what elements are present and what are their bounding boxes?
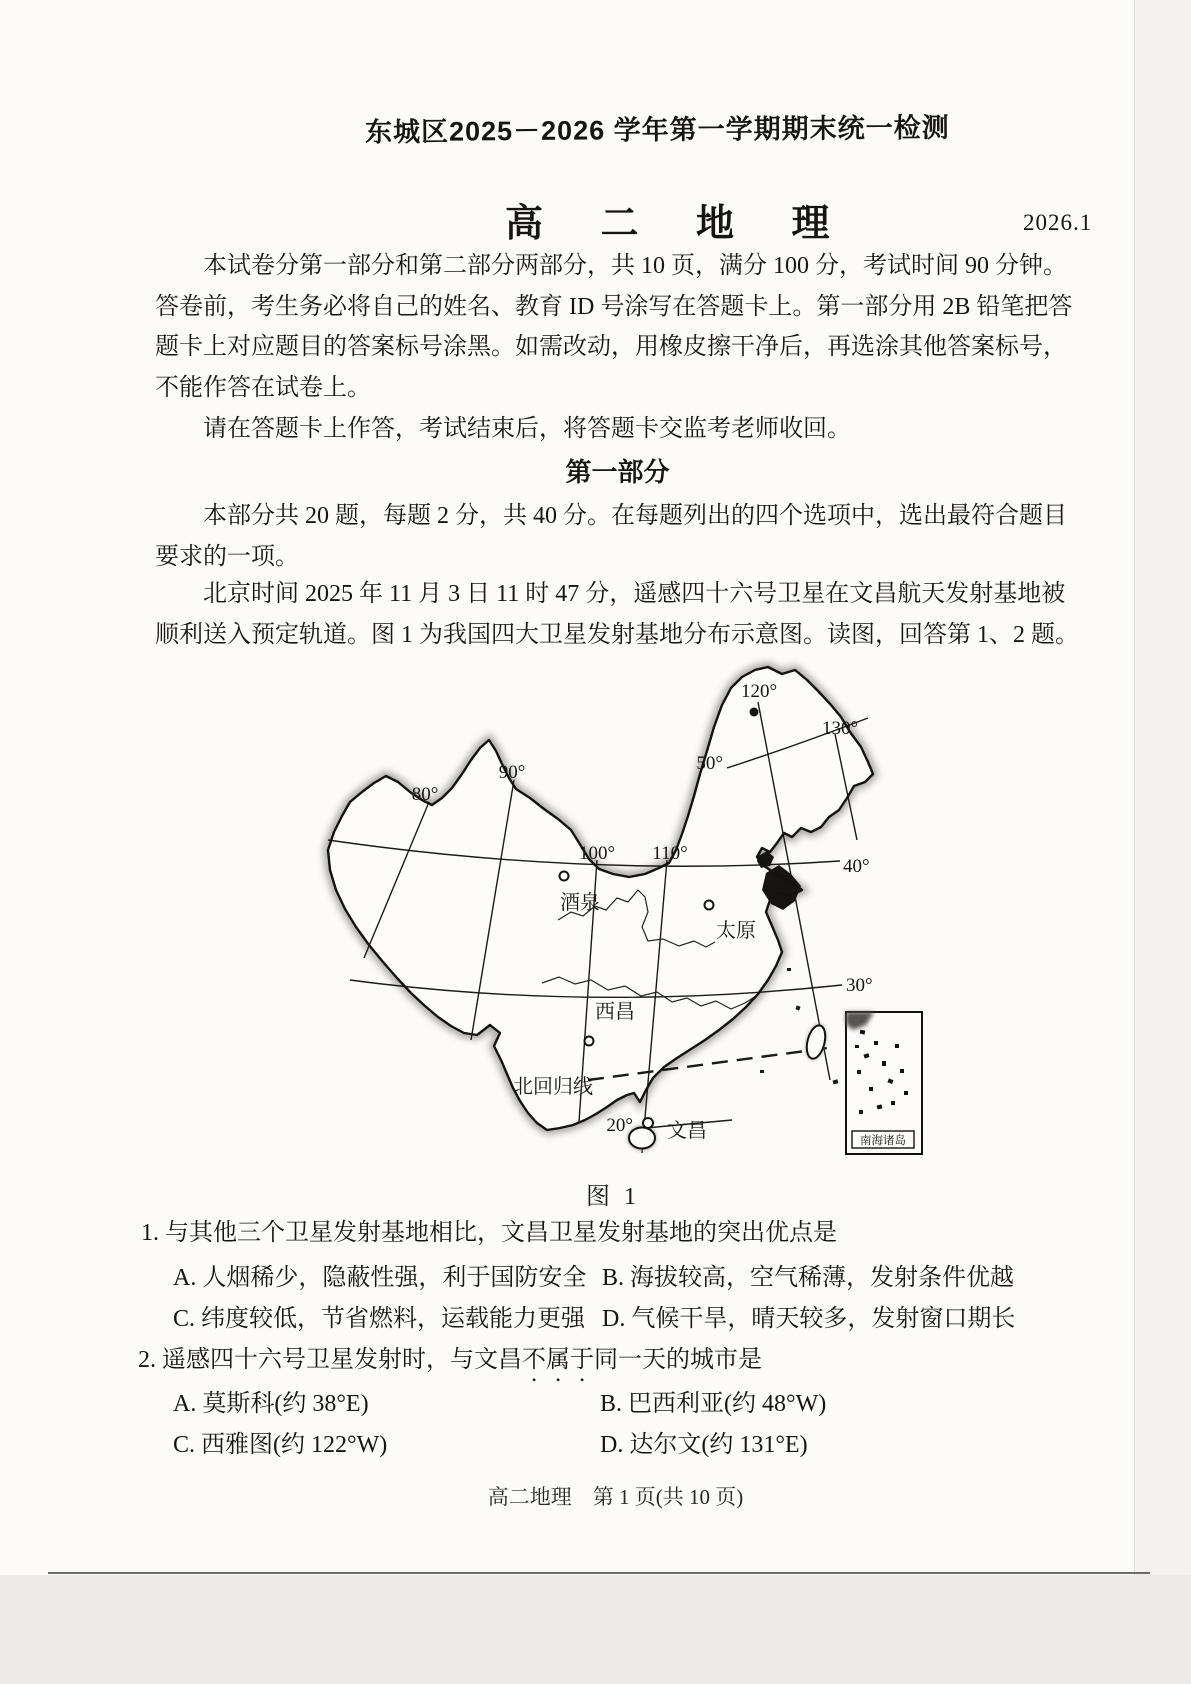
option-label: D.	[602, 1306, 626, 1332]
meridian-label-130: 130°	[821, 718, 859, 739]
question-1-option-c: C. 纬度较低，节省燃料，运载能力更强	[173, 1306, 586, 1332]
district-header: 东城区2025－2026 学年第一学期期末统一检测	[364, 112, 950, 148]
question-intro-line: 北京时间 2025 年 11 月 3 日 11 时 47 分，遥感四十六号卫星在文昌航天发射基地被	[203, 581, 1066, 607]
question-1-option-b: B. 海拔较高，空气稀薄，发射条件优越	[602, 1265, 1015, 1291]
section-heading: 第一部分	[565, 457, 670, 487]
section-intro-line: 要求的一项。	[155, 543, 299, 570]
instruction-line: 题卡上对应题目的答案标号涂黑。如需改动，用橡皮擦干净后，再选涂其他答案标号，	[155, 334, 1067, 360]
question-number: 1.	[141, 1220, 159, 1246]
parallel-label-50: 50°	[696, 753, 723, 774]
exam-instructions	[155, 246, 1072, 408]
scan-page-edge-line	[48, 1572, 1150, 1574]
option-label: D.	[600, 1432, 624, 1458]
question-2-option-d: D. 达尔文(约 131°E)	[600, 1432, 808, 1458]
page-footer: 高二地理 第 1 页(共 10 页)	[487, 1485, 744, 1509]
scan-bottom-background	[0, 1575, 1191, 1684]
question-intro	[155, 574, 1079, 655]
xichang-label: 西昌	[595, 1001, 635, 1023]
meridian-label-90: 90°	[498, 762, 526, 783]
option-label: B.	[602, 1265, 625, 1291]
option-label: A.	[173, 1391, 197, 1417]
question-2-option-b: B. 巴西利亚(约 48°W)	[600, 1391, 827, 1417]
question-2-option-a: A. 莫斯科(约 38°E)	[173, 1391, 369, 1417]
option-label: C.	[173, 1432, 196, 1458]
question-1-option-d: D. 气候干旱，晴天较多，发射窗口期长	[602, 1306, 1016, 1332]
meridian-label-80: 80°	[411, 784, 439, 805]
wenchang-marker	[643, 1118, 653, 1128]
china-satellite-launch-sites-map	[290, 650, 930, 1162]
exam-date: 2026.1	[1023, 210, 1093, 235]
question-2-stem: 2. 遥感四十六号卫星发射时，与文昌不属于同一天的城市是	[138, 1347, 762, 1373]
inset-label: 南海诸岛	[860, 1135, 906, 1147]
option-label: A.	[173, 1265, 197, 1291]
instruction-line: 不能作答在试卷上。	[155, 374, 371, 401]
xichang-marker	[585, 1037, 594, 1046]
coastal-islets	[760, 968, 838, 1084]
answer-sheet-note: 请在答题卡上作答，考试结束后，将答题卡交监考老师收回。	[203, 416, 851, 442]
section-intro-line: 本部分共 20 题，每题 2 分，共 40 分。在每题列出的四个选项中，选出最符合题目	[203, 503, 1067, 529]
taiyuan-marker	[705, 901, 714, 910]
meridian-label-120: 120°	[740, 681, 778, 702]
question-1-stem: 1. 与其他三个卫星发射基地相比，文昌卫星发射基地的突出优点是	[141, 1220, 837, 1246]
page-title: 高 二 地 理	[505, 203, 854, 245]
meridian-label-110: 110°	[652, 843, 688, 864]
jiuquan-label: 酒泉	[560, 892, 600, 914]
parallel-label-30: 30°	[846, 975, 873, 996]
wenchang-label: 文昌	[667, 1120, 707, 1142]
parallel-label-40: 40°	[843, 856, 870, 877]
taiyuan-label: 太原	[716, 920, 756, 942]
jiuquan-marker	[560, 872, 569, 881]
meridian-label-100: 100°	[578, 843, 616, 864]
question-2-option-c: C. 西雅图(约 122°W)	[173, 1432, 388, 1458]
emphasized-text: 不属于	[522, 1347, 594, 1373]
south-china-sea-inset	[846, 1012, 922, 1154]
option-label: C.	[173, 1306, 196, 1332]
scan-right-edge	[1134, 0, 1191, 1575]
question-1-option-a: A. 人烟稀少，隐蔽性强，利于国防安全	[173, 1265, 587, 1291]
question-number: 2.	[138, 1347, 156, 1373]
parallel-label-20: 20°	[606, 1115, 633, 1136]
instruction-line: 答卷前，考生务必将自己的姓名、教育 ID 号涂写在答题卡上。第一部分用 2B 铅笔把答	[155, 293, 1073, 320]
instruction-line: 本试卷分第一部分和第二部分两部分，共 10 页，满分 100 分，考试时间 90 分钟。	[203, 253, 1067, 279]
figure-caption: 图 1	[586, 1184, 640, 1210]
option-label: B.	[600, 1391, 623, 1417]
tropic-of-cancer-label: 北回归线	[513, 1076, 593, 1098]
question-intro-line: 顺利送入预定轨道。图 1 为我国四大卫星发射基地分布示意图。读图，回答第 1、2 题。	[155, 621, 1079, 648]
section-intro	[155, 496, 1067, 577]
